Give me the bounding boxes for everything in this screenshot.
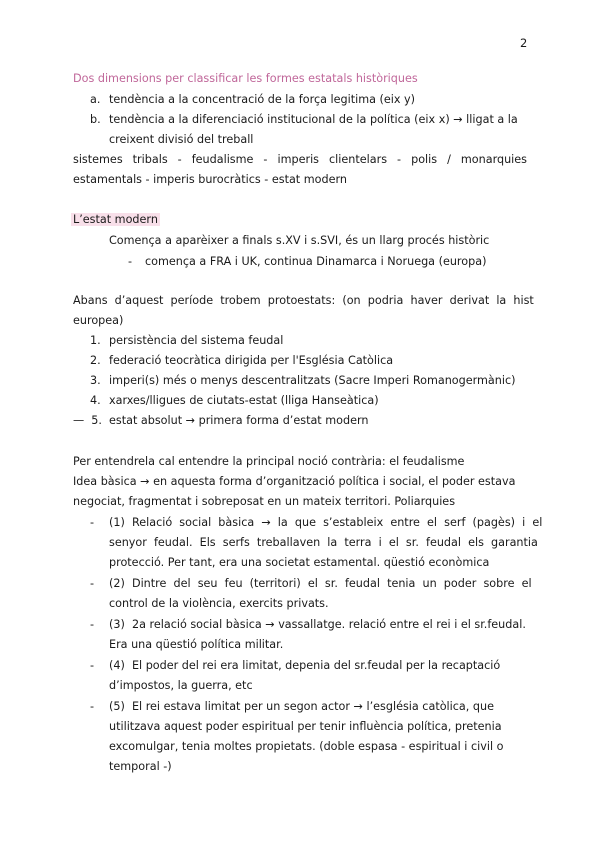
paragraph-line: Abans d’aquest període trobem protoestats: (on podria haver derivat la hist [73, 294, 534, 307]
bullet-dash: - [90, 577, 95, 590]
bullet-dash: - [90, 659, 95, 672]
paragraph-line: Per entendrela cal entendre la principal noció contrària: el feudalisme [73, 455, 465, 468]
list-item-text: federació teocràtica dirigida per l'Església Catòlica [109, 354, 394, 367]
bullet-text: (3) 2a relació social bàsica → vassallatge. relació entre el rei i el sr.feudal. [109, 618, 526, 631]
bullet-text: (5) El rei estava limitat per un segon actor → l’església catòlica, que [109, 700, 494, 713]
paragraph-line: sistemes tribals - feudalisme - imperis clientelars - polis / monarquies [73, 153, 527, 166]
bullet-text: (4) El poder del rei era limitat, depenia del sr.feudal per la recaptació [109, 659, 501, 672]
list-marker: 4. [90, 394, 101, 407]
bullet-dash: - [90, 700, 95, 713]
sub-line: comença a FRA i UK, continua Dinamarca i Noruega (europa) [145, 255, 487, 268]
page-number: 2 [520, 36, 528, 50]
bullet-dash: - [90, 516, 95, 529]
bullet-text: d’impostos, la guerra, etc [109, 679, 253, 692]
bullet-text: senyor feudal. Els serfs treballaven la terra i el sr. feudal els garantia [109, 536, 538, 549]
list-item-text: creixent divisió del treball [109, 133, 254, 146]
list-item-text: tendència a la diferenciació institucional de la política (eix x) → lligat a la [109, 113, 518, 126]
bullet-text: excomulgar, tenia moltes propietats. (doble espasa - espiritual i civil o [109, 740, 504, 753]
bullet-text: control de la violència, exercits privats. [109, 597, 329, 610]
bullet-text: (1) Relació social bàsica → la que s’estableix entre el serf (pagès) i el [109, 516, 543, 529]
list-item-text: imperi(s) més o menys descentralitzats (Sacre Imperi Romanogermànic) [109, 374, 516, 387]
section-title-estat-modern: L’estat modern [73, 213, 158, 226]
sub-dash: - [128, 255, 133, 268]
bullet-dash: - [90, 618, 95, 631]
list-item-text: tendència a la concentració de la força legitima (eix y) [109, 93, 416, 106]
bullet-text: temporal -) [109, 760, 172, 773]
list-marker: 3. [90, 374, 101, 387]
list-marker: 2. [90, 354, 101, 367]
list-marker: b. [90, 113, 101, 126]
list-marker: — 5. [73, 414, 102, 427]
list-item-text: xarxes/lligues de ciutats-estat (lliga Hanseàtica) [109, 394, 379, 407]
bullet-text: utilitzava aquest poder espiritual per tenir influència política, pretenia [109, 720, 502, 733]
paragraph-line: europea) [73, 314, 124, 327]
list-marker: 1. [90, 334, 101, 347]
paragraph-line: negociat, fragmentat i sobreposat en un mateix territori. Poliarquies [73, 495, 456, 508]
list-item-text: persistència del sistema feudal [109, 334, 284, 347]
list-item-text: estat absolut → primera forma d’estat modern [109, 414, 369, 427]
section-title-dimensions: Dos dimensions per classificar les formes estatals històriques [73, 72, 418, 85]
bullet-text: protecció. Per tant, era una societat estamental. qüestió econòmica [109, 556, 490, 569]
paragraph-line: estamentals - imperis burocràtics - estat modern [73, 173, 347, 186]
list-marker: a. [90, 93, 101, 106]
paragraph-line: Idea bàsica → en aquesta forma d’organització política i social, el poder estava [73, 475, 516, 488]
bullet-text: Era una qüestió política militar. [109, 638, 284, 651]
bullet-text: (2) Dintre del seu feu (territori) el sr. feudal tenia un poder sobre el [109, 577, 532, 590]
intro-line: Comença a aparèixer a finals s.XV i s.SVI, és un llarg procés històric [109, 234, 490, 247]
